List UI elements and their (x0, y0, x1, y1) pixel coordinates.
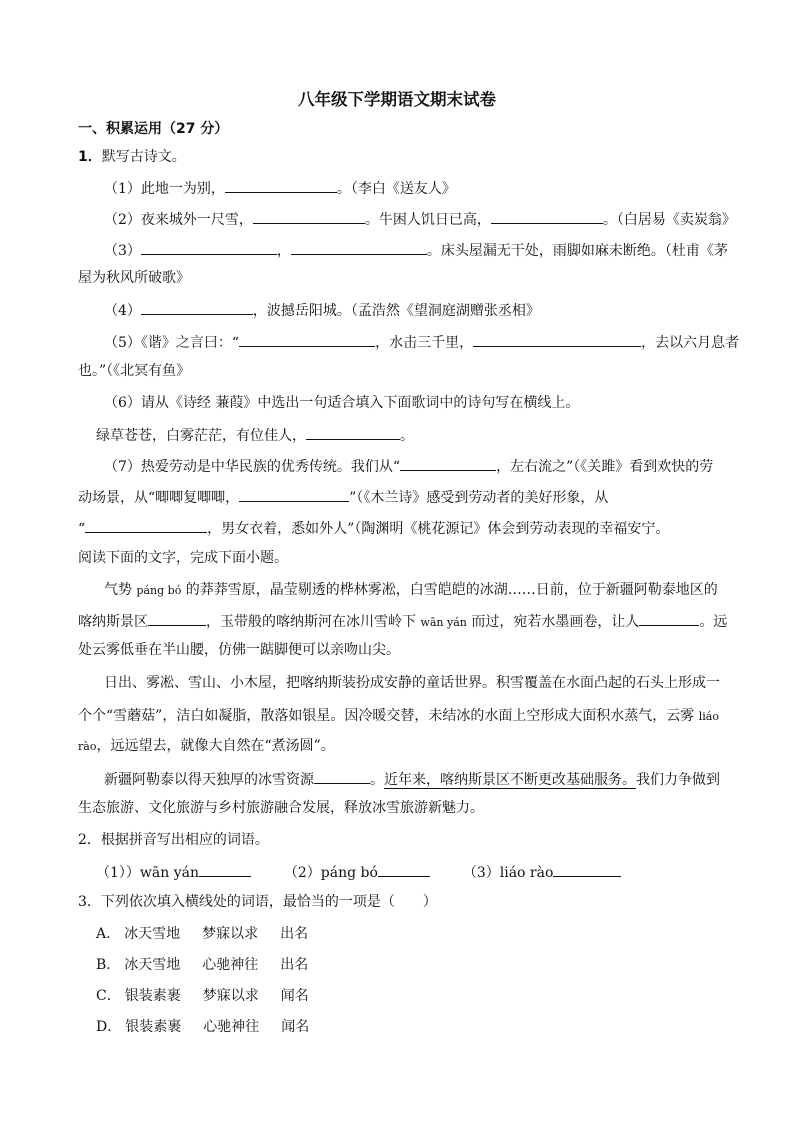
option-word: 梦寐以求 (202, 926, 259, 942)
option-word: 银装素裹 (124, 988, 181, 1004)
q1-item-6-lyric (96, 424, 414, 446)
passage-text: 我们力争做到 (636, 772, 720, 788)
option-d[interactable] (96, 1017, 309, 1037)
page-title: 八年级下学期语文期末试卷 (298, 90, 496, 109)
item-text: ， (276, 243, 291, 259)
answer-blank[interactable] (141, 239, 277, 255)
answer-label: （2）páng bó (283, 865, 378, 881)
question-2-answers (96, 861, 621, 883)
answer-blank[interactable] (141, 299, 253, 315)
option-word: 出名 (280, 926, 309, 942)
item-text: （4） (104, 303, 141, 319)
pinyin: wān yán (420, 616, 467, 629)
option-letter: A． (96, 926, 121, 942)
q1-item-7-line2 (78, 486, 608, 508)
option-word: 出名 (280, 957, 309, 973)
section-heading: 一、积累运用（27 分） (78, 121, 229, 137)
passage-p1-line3: 处云雾低垂在半山腰，仿佛一踮脚便可以亲吻山尖。 (78, 642, 400, 658)
answer-blank[interactable] (239, 486, 349, 502)
passage-p1-line2 (78, 610, 727, 633)
question-3-stem: 3．下列依次填入横线处的词语，最恰当的一项是（ ） (78, 894, 437, 910)
item-text: 。牛困人饥日已高， (364, 212, 491, 228)
passage-p3-line2: 生态旅游、文化旅游与乡村旅游融合发展，释放冰雪旅游新魅力。 (78, 800, 484, 816)
passage-p2-line1: 日出、雾凇、雪山、小木屋，把喀纳斯装扮成安静的童话世界。积雪覆盖在水面凸起的石头上形成一 (104, 675, 720, 691)
answer-blank[interactable] (291, 239, 427, 255)
answer-blank[interactable] (239, 331, 375, 347)
q1-item-3 (104, 239, 728, 261)
reading-intro: 阅读下面的文字，完成下面小题。 (78, 550, 288, 566)
q1-item-7-line3 (78, 517, 669, 539)
q1-item-2 (104, 208, 736, 230)
option-word: 冰天雪地 (124, 957, 181, 973)
item-text: （1）此地一为别， (104, 181, 225, 197)
option-word: 心驰神往 (202, 957, 259, 973)
option-letter: D． (96, 1019, 122, 1035)
answer-blank[interactable] (400, 455, 496, 471)
item-text: 绿草苍苍，白雾茫茫，有位佳人， (96, 428, 306, 444)
passage-p2-line3 (78, 736, 335, 757)
answer-blank[interactable] (491, 208, 603, 224)
question-text: 默写古诗文。 (101, 149, 186, 165)
passage-text: 新疆阿勒泰以得天独厚的冰雪资源 (104, 772, 314, 788)
pinyin: páng bó (136, 584, 182, 597)
item-text: （2）夜来城外一尺雪， (104, 212, 253, 228)
question-number: 1． (78, 149, 102, 165)
passage-p2-line2 (78, 706, 719, 727)
item-text: 动场景，从“唧唧复唧唧， (78, 490, 240, 506)
option-word: 梦寐以求 (202, 988, 259, 1004)
item-text: ，去以六月息者 (641, 335, 740, 351)
item-text: ，水击三千里， (375, 335, 474, 351)
item-text: ，左右流之”（《关雎》看到欢快的劳 (496, 459, 714, 475)
answer-blank[interactable] (199, 861, 251, 877)
answer-label: （1））wān yán (96, 865, 199, 881)
underlined-sentence: 近年来，喀纳斯景区不断更改基础服务。 (384, 772, 636, 788)
q1-item-6: （6）请从《诗经 蒹葭》中选出一句适合填入下面歌词中的诗句写在横线上。 (104, 395, 580, 411)
passage-text: 。 (370, 772, 384, 788)
item-text: 。（李白《送友人》 (336, 181, 456, 197)
option-b[interactable] (96, 955, 308, 975)
item-text: ，男女衣着，悉如外人”（陶渊明《桃花源记》体会到劳动表现的幸福安宁。 (207, 521, 670, 537)
answer-blank[interactable] (378, 861, 430, 877)
item-text: （3） (104, 243, 141, 259)
q1-item-5-cont: 也。”（《北冥有鱼》 (78, 363, 191, 379)
item-text: 。（白居易《卖炭翁》 (602, 212, 736, 228)
passage-text: 而过，宛若水墨画卷，让人 (466, 614, 640, 630)
answer-blank[interactable] (225, 177, 337, 193)
item-text: （5）《谐》之言曰：“ (104, 335, 240, 351)
passage-text: 个个“雪蘑菇”，洁白如凝脂，散落如银星。因冷暖交替，未结冰的水面上空形成大面积水蒸气，云雾 (78, 708, 699, 724)
answer-blank[interactable] (473, 331, 641, 347)
option-letter: B． (96, 957, 121, 973)
passage-text: 气势 (104, 582, 137, 598)
item-text: 。床头屋漏无干处，雨脚如麻未断绝。（杜甫《茅 (426, 243, 728, 259)
item-text: （7）热爱劳动是中华民族的优秀传统。我们从“ (104, 459, 401, 475)
answer-blank[interactable] (253, 208, 365, 224)
passage-text: ，玉带般的喀纳斯河在冰川雪岭下 (206, 614, 421, 630)
pinyin: liáo (698, 710, 719, 723)
option-word: 心驰神往 (203, 1019, 260, 1035)
answer-label: （3）liáo rào (462, 865, 554, 881)
answer-blank[interactable] (306, 424, 400, 440)
item-text: ，波撼岳阳城。（孟浩然《望洞庭湖赠张丞相》 (252, 303, 540, 319)
option-word: 冰天雪地 (124, 926, 181, 942)
answer-blank[interactable] (639, 610, 699, 626)
option-word: 银装素裹 (125, 1019, 182, 1035)
option-a[interactable] (96, 924, 308, 944)
passage-text: 喀纳斯景区 (78, 614, 148, 630)
option-letter: C． (96, 988, 121, 1004)
option-word: 闻名 (281, 1019, 310, 1035)
answer-blank[interactable] (314, 768, 370, 784)
question-2-stem: 2．根据拼音写出相应的词语。 (78, 832, 269, 848)
item-text: 。 (400, 428, 414, 444)
answer-blank[interactable] (85, 517, 207, 533)
q1-item-5 (104, 331, 739, 353)
option-c[interactable] (96, 986, 309, 1006)
q1-item-1 (104, 177, 456, 199)
q1-item-3-cont: 屋为秋风所破歌》 (78, 270, 190, 286)
answer-blank[interactable] (148, 610, 206, 626)
passage-text: ，远远望去，就像大自然在“煮汤圆”。 (96, 738, 335, 754)
q1-item-4 (104, 299, 540, 321)
question-1-stem (78, 147, 186, 167)
passage-text: 的莽莽雪原，晶莹剔透的桦林雾凇，白雪皑皑的冰湖……日前，位于新疆阿勒泰地区的 (181, 582, 718, 598)
passage-p1-line1 (104, 580, 718, 601)
option-word: 闻名 (280, 988, 309, 1004)
q1-item-7 (104, 455, 713, 477)
item-text: ”（《木兰诗》感受到劳动者的美好形象，从 (349, 490, 609, 506)
item-text: “ (78, 521, 86, 537)
passage-p3-line1 (104, 768, 720, 790)
passage-text: 。远 (699, 614, 728, 630)
pinyin: rào (78, 740, 97, 753)
answer-blank[interactable] (553, 861, 621, 877)
